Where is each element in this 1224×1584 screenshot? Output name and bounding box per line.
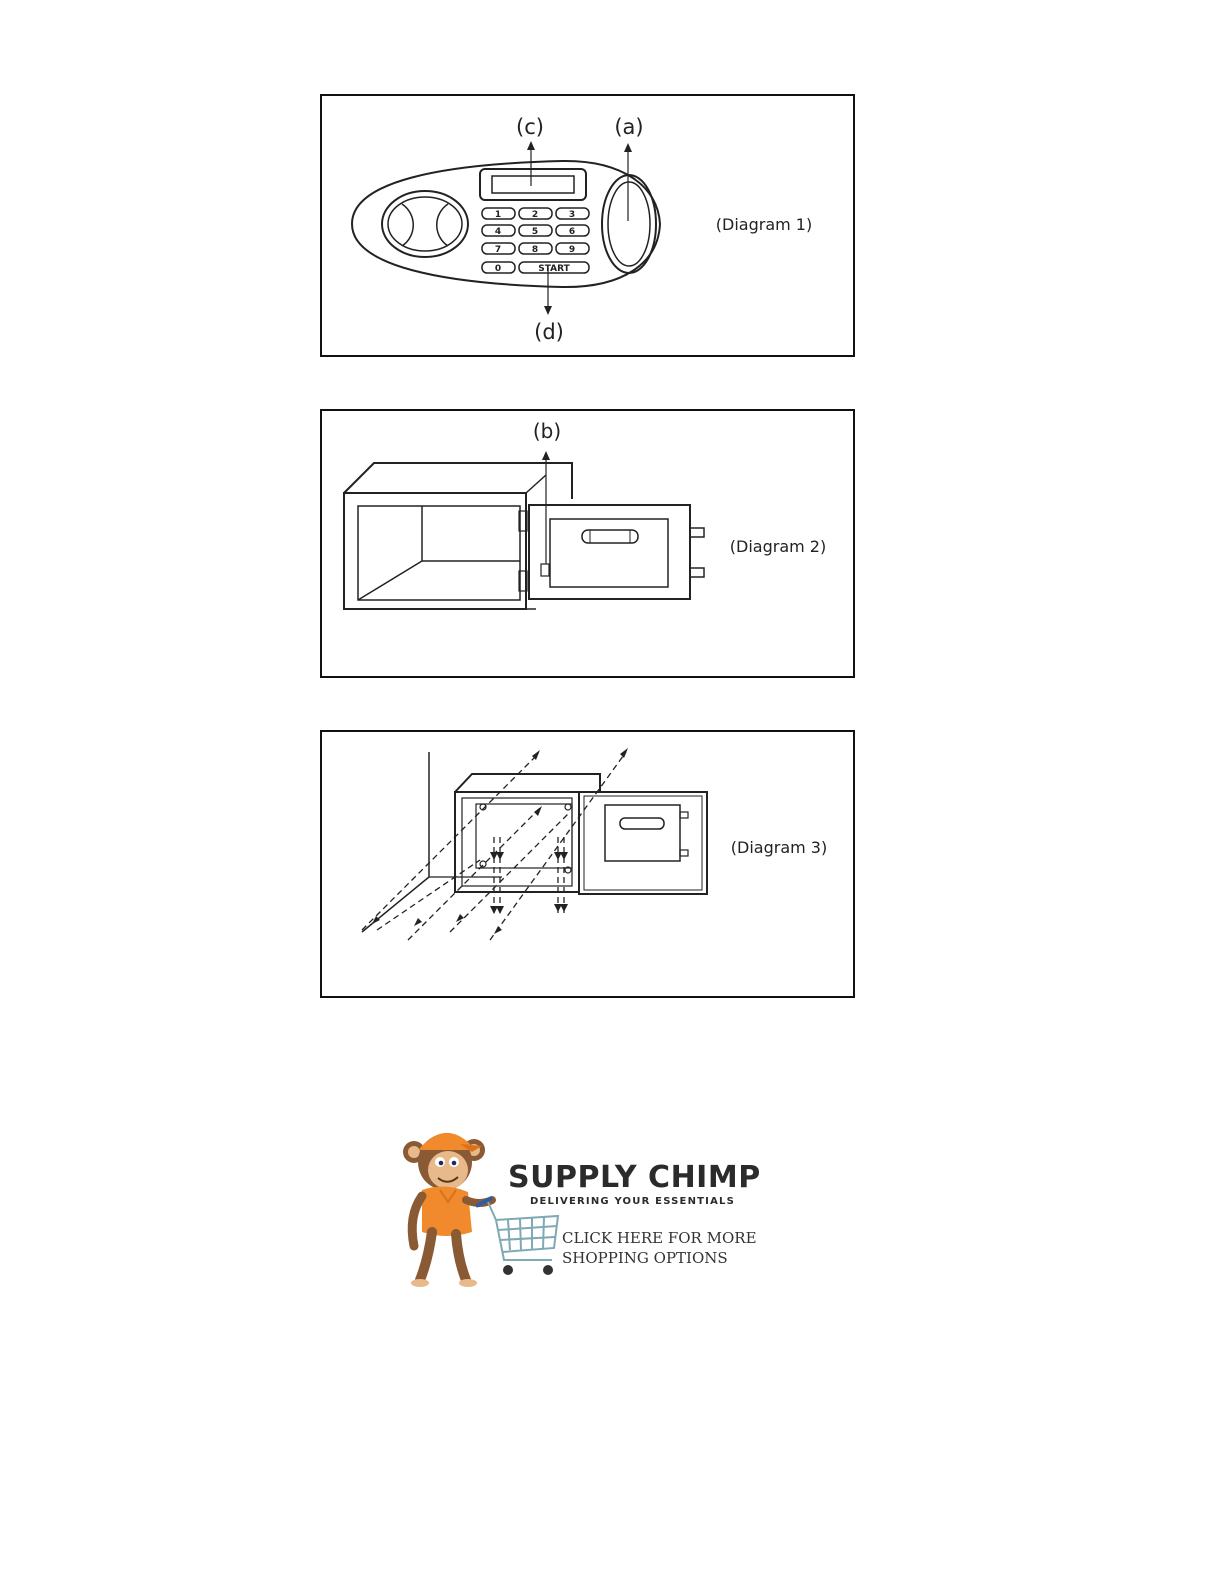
svg-text:8: 8 bbox=[531, 245, 539, 255]
keypad-lock-diagram bbox=[322, 96, 853, 355]
supply-chimp-promo[interactable] bbox=[400, 1120, 760, 1290]
door-panel bbox=[550, 519, 668, 587]
svg-text:START: START bbox=[538, 264, 570, 274]
knob-outer-ring bbox=[382, 191, 468, 257]
callout-a: (a) bbox=[614, 115, 644, 139]
cta-line-1: CLICK HERE FOR MORE bbox=[562, 1229, 757, 1247]
diagram-1-panel bbox=[320, 94, 855, 357]
knob-grip bbox=[402, 204, 448, 246]
mounting-diagram bbox=[322, 732, 853, 996]
callout-b: (b) bbox=[532, 419, 562, 443]
wall-corner bbox=[362, 752, 429, 932]
mount-hole bbox=[565, 804, 571, 810]
diagram-1-caption: (Diagram 1) bbox=[715, 215, 813, 234]
svg-text:9: 9 bbox=[568, 245, 576, 255]
diagram-2-panel bbox=[320, 409, 855, 678]
shopping-cart-icon bbox=[476, 1198, 558, 1260]
lcd-display bbox=[480, 169, 586, 200]
door-panel bbox=[605, 805, 680, 861]
mount-hole bbox=[480, 861, 486, 867]
brand-name: SUPPLY CHIMP bbox=[508, 1160, 761, 1195]
diagram-3-panel bbox=[320, 730, 855, 998]
svg-text:2: 2 bbox=[531, 210, 539, 220]
cta-line-2: SHOPPING OPTIONS bbox=[562, 1249, 728, 1267]
diagram-3-caption: (Diagram 3) bbox=[730, 838, 828, 857]
lock-housing bbox=[352, 161, 660, 287]
callout-d: (d) bbox=[534, 320, 564, 344]
door-handle bbox=[620, 818, 664, 829]
callout-c: (c) bbox=[516, 115, 544, 139]
safe-door bbox=[579, 792, 707, 894]
bolt-bottom bbox=[690, 568, 704, 577]
svg-text:0: 0 bbox=[494, 264, 502, 274]
svg-text:5: 5 bbox=[531, 227, 539, 237]
reset-button bbox=[541, 564, 549, 576]
keypad bbox=[482, 208, 589, 274]
open-safe-diagram bbox=[322, 411, 853, 676]
battery-cover-outer bbox=[602, 175, 656, 273]
svg-text:7: 7 bbox=[494, 245, 502, 255]
more-shopping-options-link[interactable] bbox=[562, 1228, 757, 1268]
brand-tagline: DELIVERING YOUR ESSENTIALS bbox=[530, 1196, 736, 1207]
bolt-top bbox=[690, 528, 704, 537]
svg-text:4: 4 bbox=[494, 227, 502, 237]
diagram-2-caption: (Diagram 2) bbox=[729, 537, 827, 556]
svg-text:6: 6 bbox=[568, 227, 576, 237]
svg-text:1: 1 bbox=[494, 210, 502, 220]
svg-text:3: 3 bbox=[568, 210, 576, 220]
